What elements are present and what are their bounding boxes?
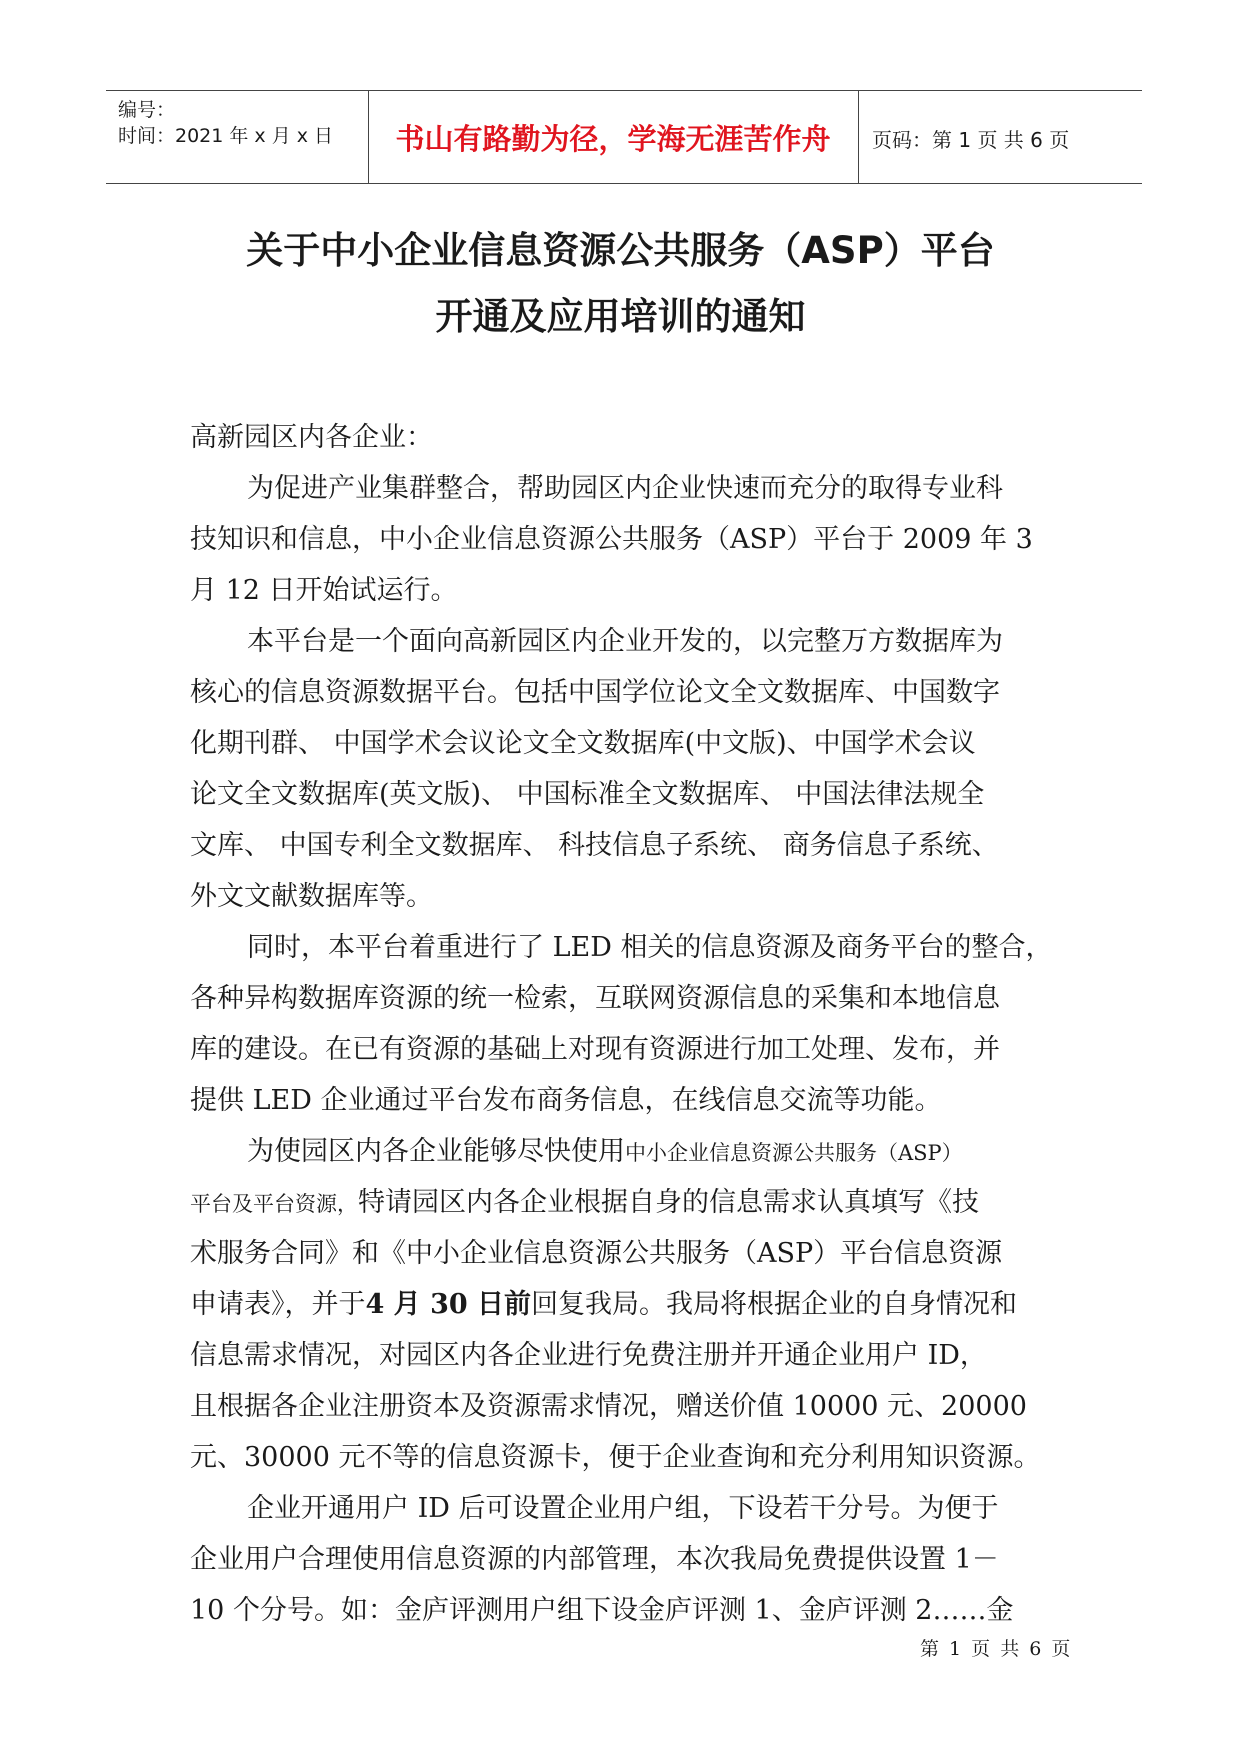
- paragraph-4-line: 术服务合同》和《中小企业信息资源公共服务（ASP）平台信息资源: [190, 1238, 1003, 1269]
- footer-page-number: 第 1 页 共 6 页: [920, 1638, 1073, 1660]
- paragraph-2-line: 核心的信息资源数据平台。包括中国学位论文全文数据库、中国数字: [190, 677, 1000, 708]
- paragraph-4-line: [190, 1177, 1070, 1230]
- paragraph-4-text: 特请园区内各企业根据自身的信息需求认真填写《技: [358, 1187, 979, 1218]
- paragraph-4-text: 申请表》，并于: [190, 1289, 366, 1320]
- header-page-cell: [858, 91, 1142, 183]
- paragraph-3-line: 提供 LED 企业通过平台发布商务信息，在线信息交流等功能。: [190, 1085, 942, 1116]
- paragraph-5-line: 10 个分号。如：金庐评测用户组下设金庐评测 1、金庐评测 2……金: [190, 1595, 1014, 1626]
- paragraph-4-text-small: 中小企业信息资源公共服务（ASP）: [625, 1141, 963, 1165]
- paragraph-4-line: [247, 1126, 1127, 1179]
- header-motto-cell: [368, 91, 859, 183]
- paragraph-2-line: 论文全文数据库(英文版)、 中国标准全文数据库、 中国法律法规全: [190, 779, 985, 810]
- paragraph-2-line: 外文文献数据库等。: [190, 881, 433, 912]
- paragraph-2-line: 文库、 中国专利全文数据库、 科技信息子系统、 商务信息子系统、: [190, 830, 999, 861]
- paragraph-4-line: 且根据各企业注册资本及资源需求情况，赠送价值 10000 元、20000: [190, 1391, 1027, 1422]
- paragraph-2-line: 本平台是一个面向高新园区内企业开发的，以完整万方数据库为: [247, 626, 1003, 657]
- paragraph-3-line: 库的建设。在已有资源的基础上对现有资源进行加工处理、发布，并: [190, 1034, 1000, 1065]
- paragraph-3-line: 同时，本平台着重进行了 LED 相关的信息资源及商务平台的整合，: [247, 932, 1053, 963]
- paragraph-3-line: 各种异构数据库资源的统一检索，互联网资源信息的采集和本地信息: [190, 983, 1000, 1014]
- deadline-date: 4 月 30 日前: [365, 1289, 532, 1320]
- document-header: [106, 90, 1142, 184]
- paragraph-4-line: 元、30000 元不等的信息资源卡，便于企业查询和充分利用知识资源。: [190, 1442, 1041, 1473]
- paragraph-4-text: 回复我局。我局将根据企业的自身情况和: [531, 1289, 1018, 1320]
- paragraph-1-line: 月 12 日开始试运行。: [190, 575, 458, 606]
- document-time-label: 时间：2021 年 x 月 x 日: [118, 125, 334, 147]
- paragraph-1-line: 为促进产业集群整合，帮助园区内企业快速而充分的取得专业科: [247, 473, 1003, 504]
- document-number-label: 编号：: [118, 99, 176, 121]
- paragraph-4-line: 信息需求情况，对园区内各企业进行免费注册并开通企业用户 ID，: [190, 1340, 987, 1371]
- paragraph-5-line: 企业开通用户 ID 后可设置企业用户组，下设若干分号。为便于: [247, 1493, 999, 1524]
- paragraph-4-text-small: 平台及平台资源，: [190, 1192, 358, 1216]
- header-page-number: 页码：第 1 页 共 6 页: [872, 128, 1070, 152]
- paragraph-1-line: 技知识和信息，中小企业信息资源公共服务（ASP）平台于 2009 年 3: [190, 524, 1033, 555]
- header-motto: 书山有路勤为径，学海无涯苦作舟: [395, 122, 831, 156]
- header-meta-cell: [106, 91, 369, 183]
- document-title-line-2: 开通及应用培训的通知: [435, 295, 806, 338]
- paragraph-4-line: [190, 1279, 1070, 1330]
- document-title-line-1: 关于中小企业信息资源公共服务（ASP）平台: [246, 229, 995, 272]
- paragraph-2-line: 化期刊群、 中国学术会议论文全文数据库(中文版)、中国学术会议: [190, 728, 976, 759]
- salutation: 高新园区内各企业：: [190, 422, 433, 453]
- paragraph-4-text: 为使园区内各企业能够尽快使用: [247, 1136, 625, 1167]
- paragraph-5-line: 企业用户合理使用信息资源的内部管理，本次我局免费提供设置 1－: [190, 1544, 999, 1575]
